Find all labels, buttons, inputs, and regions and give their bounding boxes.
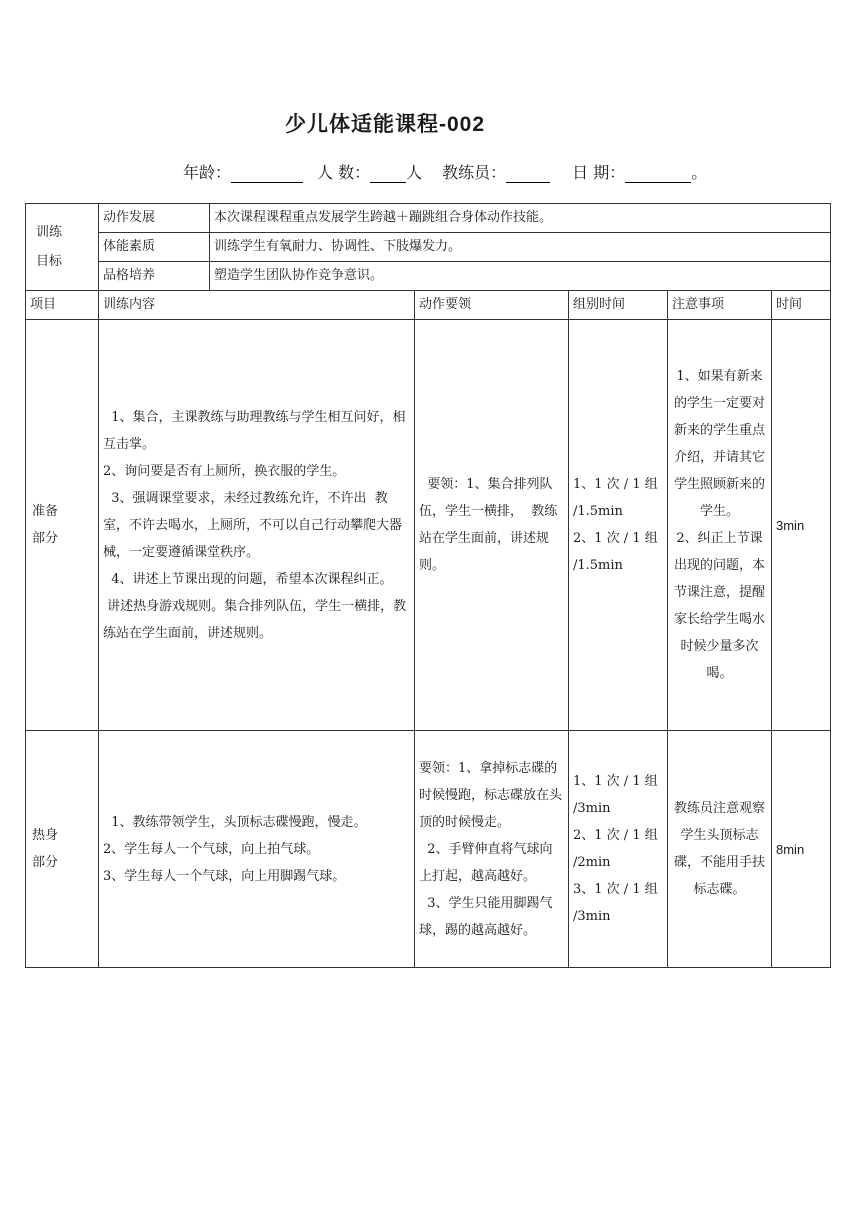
people-field[interactable] <box>370 164 406 183</box>
section-key-points-warmup: 要领：1、拿掉标志碟的时候慢跑，标志碟放在头顶的时候慢走。 2、手臂伸直将气球向上打起，越高越好。 3、学生只能用脚踢气球，踢的越高越好。 <box>415 731 569 968</box>
goal-value-fitness: 训练学生有氧耐力、协调性、下肢爆发力。 <box>210 233 831 262</box>
column-header-group-time: 组别时间 <box>569 291 668 320</box>
date-field[interactable] <box>625 164 691 183</box>
column-header-notes: 注意事项 <box>668 291 772 320</box>
goal-value-character: 塑造学生团队协作竞争意识。 <box>210 262 831 291</box>
section-content-warmup: 1、教练带领学生，头顶标志碟慢跑，慢走。 2、学生每人一个气球，向上拍气球。 3、学生每人一个气球，向上用脚踢气球。 <box>99 731 415 968</box>
section-key-points-prep: 要领：1、集合排列队伍，学生一横排， 教练站在学生面前，讲述规则。 <box>415 320 569 731</box>
section-time-prep: 3min <box>772 320 831 731</box>
age-field[interactable] <box>231 164 303 183</box>
date-label: 日 期： <box>572 163 626 182</box>
section-name-prep: 准备 部分 <box>26 320 99 731</box>
coach-label: 教练员： <box>442 163 507 182</box>
end-mark: 。 <box>691 163 708 182</box>
section-group-time-warmup: 1、1 次 / 1 组 /3min 2、1 次 / 1 组 /2min 3、1 次 / 1 组 /3min <box>569 731 668 968</box>
column-header-content: 训练内容 <box>99 291 415 320</box>
goal-value-motor: 本次课程课程重点发展学生跨越＋蹦跳组合身体动作技能。 <box>210 204 831 233</box>
section-time-warmup: 8min <box>772 731 831 968</box>
info-line <box>183 160 707 183</box>
age-label: 年龄： <box>183 163 232 182</box>
section-notes-prep: 1、如果有新来的学生一定要对新来的学生重点介绍，并请其它学生照顾新来的学生。 2、纠正上节课出现的问题，本节课注意，提醒家长给学生喝水时候少量多次喝。 <box>668 320 772 731</box>
goals-header: 训练 目标 <box>26 204 99 291</box>
page-title: 少儿体适能课程-002 <box>284 113 486 136</box>
column-header-time: 时间 <box>772 291 831 320</box>
section-group-time-prep: 1、1 次 / 1 组 /1.5min 2、1 次 / 1 组 /1.5min <box>569 320 668 731</box>
people-label: 人 数： <box>317 163 371 182</box>
lesson-table <box>25 203 831 968</box>
section-notes-warmup: 教练员注意观察学生头顶标志碟，不能用手扶标志碟。 <box>668 731 772 968</box>
people-unit: 人 <box>406 163 423 182</box>
goal-label-motor: 动作发展 <box>99 204 210 233</box>
section-name-warmup: 热身 部分 <box>26 731 99 968</box>
coach-field[interactable] <box>506 164 550 183</box>
column-header-item: 项目 <box>26 291 99 320</box>
column-header-key-points: 动作要领 <box>415 291 569 320</box>
section-content-prep: 1、集合，主课教练与助理教练与学生相互问好，相互击掌。 2、询问要是否有上厕所，换衣服的学生。 3、强调课堂要求，未经过教练允许，不许出 教室，不许去喝水，上厕所，不可以自己行动攀爬大器械，一定要遵循课堂秩序。 4、讲述上节课出现的问题，希望本次课程纠正。 讲述热身游戏规则。集合排列队伍，学生一横排，教练站在学生面前，讲述规则。 <box>99 320 415 731</box>
goal-label-character: 品格培养 <box>99 262 210 291</box>
goal-label-fitness: 体能素质 <box>99 233 210 262</box>
